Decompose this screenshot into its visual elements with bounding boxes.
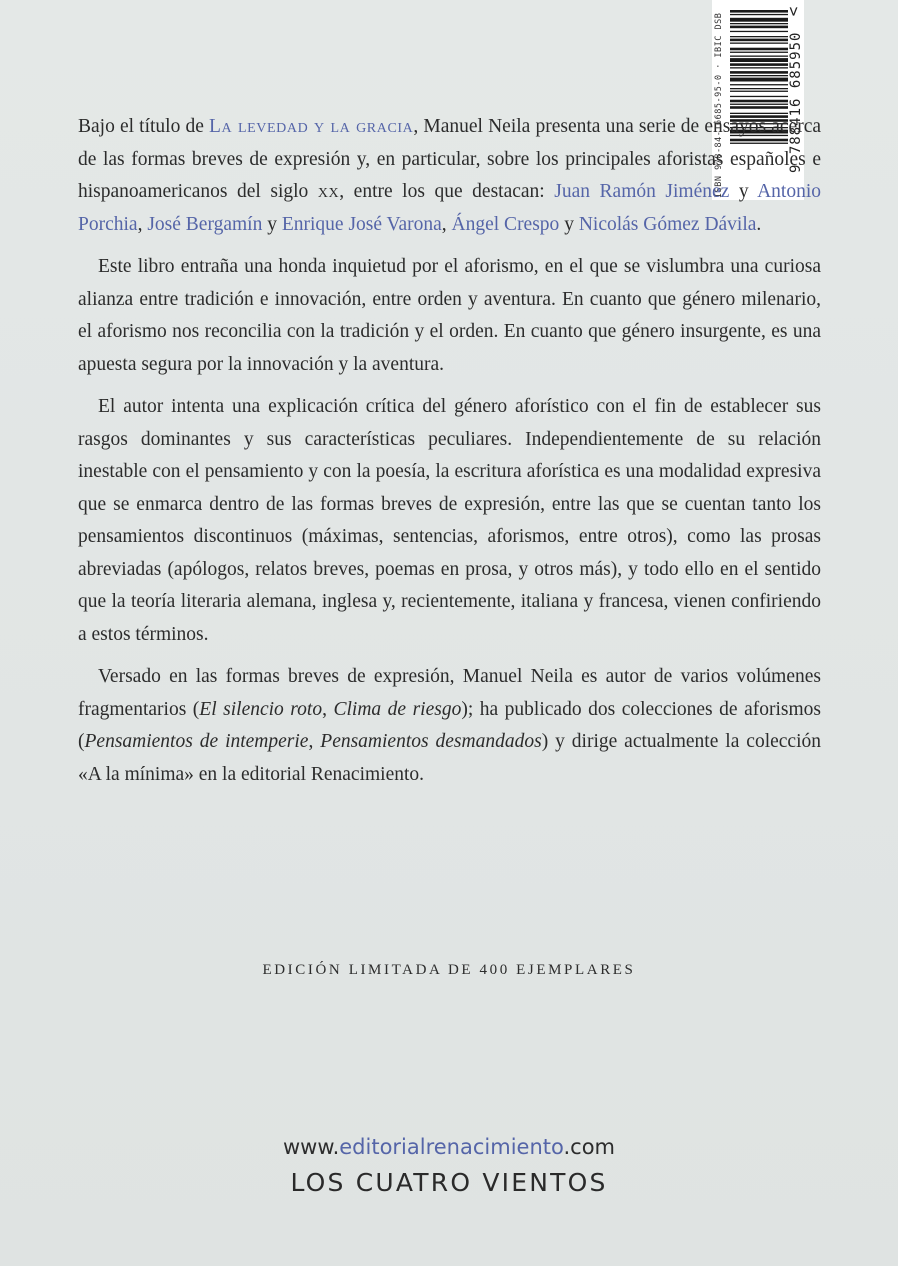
separator: , bbox=[308, 731, 321, 752]
p4-text-a: Versado en las formas breves de expresión, Manuel Neila es autor de varios volúmenes fragmentarios ( bbox=[78, 666, 821, 720]
separator: , bbox=[322, 698, 334, 720]
author-name: Ángel Crespo bbox=[451, 213, 560, 235]
synopsis bbox=[78, 111, 821, 801]
barcode-bar bbox=[730, 58, 788, 62]
work-title: El silencio roto bbox=[199, 698, 323, 720]
isbn-digits: 9 788416 685950 bbox=[788, 31, 804, 173]
p1-text-a: Bajo el título de bbox=[78, 116, 210, 137]
barcode-bar bbox=[730, 23, 788, 24]
barcode-bar bbox=[730, 63, 788, 66]
barcode-bar bbox=[730, 14, 788, 15]
limited-edition-note: EDICIÓN LIMITADA DE 400 EJEMPLARES bbox=[262, 962, 636, 978]
author-name: Enrique José Varona bbox=[281, 213, 442, 235]
separator: , bbox=[441, 213, 452, 235]
separator: , bbox=[137, 213, 148, 235]
work-title: Clima de riesgo bbox=[333, 698, 462, 720]
period: . bbox=[756, 213, 762, 235]
publisher-collection: LOS CUATRO VIENTOS bbox=[290, 1168, 608, 1197]
conjunction: y bbox=[559, 213, 579, 235]
barcode-bar bbox=[730, 96, 788, 97]
barcode-bar bbox=[730, 71, 788, 74]
author-name: Antonio Porchia bbox=[78, 181, 821, 235]
century: xx bbox=[317, 181, 340, 202]
work-title: Pensamientos desmandados bbox=[320, 731, 542, 752]
p1-text-c: , entre los que destacan: bbox=[339, 181, 555, 202]
website-suffix: .com bbox=[563, 1135, 616, 1159]
paragraph-2: Este libro entraña una honda inquietud por el aforismo, en el que se vislumbra una curiosa alianza entre tradición e innovación, entre orden y aventura. En cuanto que género milenario, el aforismo nos reconcilia con la tradición y el orden. En cuanto que género insurgente, es una apuesta segura por la innovación y la aventura. bbox=[78, 256, 821, 375]
p4-text-b: ); ha publicado dos colecciones de aforismos ( bbox=[78, 698, 821, 752]
paragraph-1 bbox=[78, 111, 821, 241]
isbn-label: ISBN 978-84-16685-95-0 · IBIC DSB bbox=[714, 12, 724, 198]
paragraph-4 bbox=[78, 661, 821, 791]
p4-text-c: ) y dirige actualmente la colección «A la mínima» en la editorial Renacimiento. bbox=[78, 731, 822, 785]
barcode-bar bbox=[730, 91, 788, 92]
barcode-bar bbox=[730, 100, 788, 103]
barcode-bar bbox=[730, 39, 788, 42]
barcode-bar bbox=[730, 67, 788, 68]
barcode-bar bbox=[730, 18, 788, 22]
barcode-bar bbox=[730, 31, 788, 32]
work-title: Pensamientos de intemperie bbox=[84, 731, 309, 752]
author-name: Nicolás Gómez Dávila bbox=[578, 213, 757, 235]
barcode-bar bbox=[730, 10, 788, 13]
barcode-bar bbox=[730, 52, 788, 53]
barcode-bar bbox=[730, 78, 788, 82]
book-title: La levedad y la gracia bbox=[209, 116, 414, 137]
barcode-bar bbox=[730, 56, 788, 57]
barcode-arrow-icon: > bbox=[784, 6, 804, 17]
paragraph-3: El autor intenta una explicación crítica del género aforístico con el fin de establecer sus rasgos dominantes y sus características peculiares. Independientemente de su relación inestable con el pensamiento y con la poesía, la escritura aforística es una modalidad expresiva que se enmarca dentro de las formas breves de expresión, entre las que se cuentan tanto los pensamientos discontinuos (máximas, sentencias, aforismos, entre otros), como las prosas abreviadas (apólogos, relatos breves, poemas en prosa, y otros más), y todo ello en el sentido que la teoría literaria alemana, inglesa y, recientemente, italiana y francesa, vienen confiriendo a estos términos. bbox=[78, 396, 821, 645]
barcode-bar bbox=[730, 84, 788, 85]
website-prefix: www. bbox=[282, 1135, 340, 1159]
barcode-bar bbox=[730, 106, 788, 109]
barcode-bar bbox=[730, 48, 788, 51]
author-name: José Bergamín bbox=[147, 213, 263, 235]
conjunction: y bbox=[262, 213, 282, 235]
conjunction: y bbox=[729, 181, 758, 202]
barcode-bar bbox=[730, 36, 788, 37]
barcode-bar bbox=[730, 88, 788, 89]
barcode-bar bbox=[730, 104, 788, 105]
publisher-website[interactable] bbox=[0, 1135, 898, 1159]
barcode-bar bbox=[730, 43, 788, 44]
barcode-bar bbox=[730, 75, 788, 76]
p1-text-b: , Manuel Neila presenta una serie de ensayos acerca de las formas breves de expresión y, en particular, sobre los principales aforistas españoles e hispanoamericanos del siglo bbox=[78, 116, 822, 202]
website-domain: editorialrenacimiento bbox=[339, 1135, 564, 1159]
author-name: Juan Ramón Jiménez bbox=[554, 181, 730, 202]
barcode-bar bbox=[730, 26, 788, 29]
